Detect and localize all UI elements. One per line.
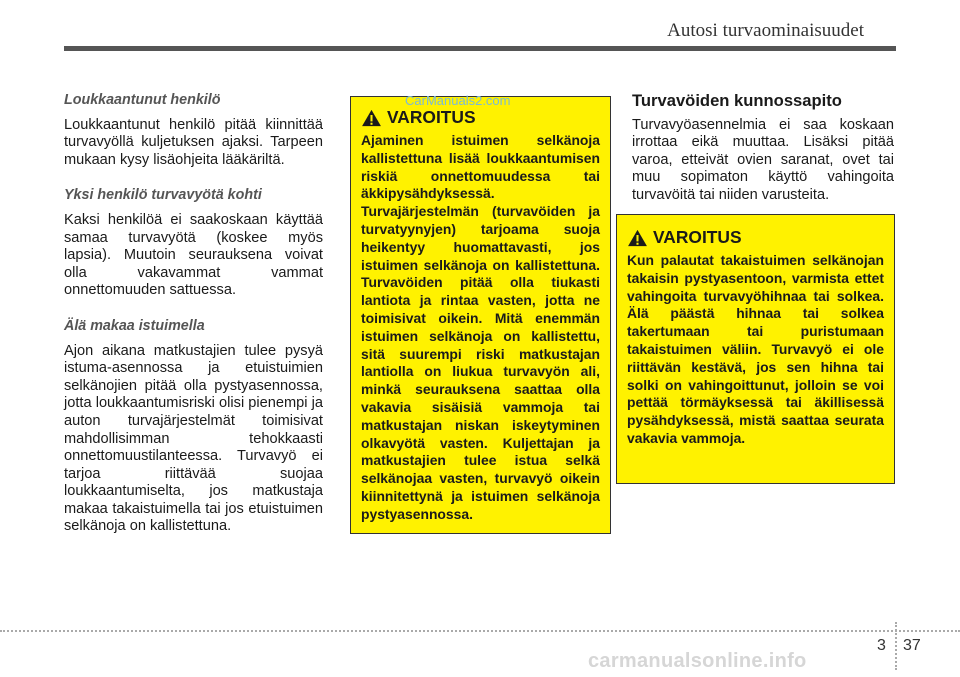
subhead-one-person: Yksi henkilö turvavyötä kohti <box>64 187 262 204</box>
site-watermark: carmanualsonline.info <box>588 650 807 672</box>
warning-text: Ajaminen istuimen selkänoja kallistettuna lisää loukkaantumisen riskiä onnettomuudessa tai äkkipysähdyksessä. Turvajärjestelmän (turvavöiden ja turvatyynyjen) tarjoama suoja heikentyy huomattavasti, jos istuimen selkänoja on kallistettuna. Turvavöiden pitää olla tiukasti lantiota ja rintaa vasten, jotta ne toimisivat oikein. Mitä enemmän istuimen selkänoja on kallistettu, sitä suurempi riski matkustajan lantiolla on liukua turvavyön ali, minkä seurauksena saattaa olla vakavia sisäisiä vammoja tai matkustajan niskan iskeytyminen olkavyötä vasten. Kuljettajan ja matkustajien tulee istua selkä selkänojaa vasten, turvavyö oikein kiinnitettynä ja istuimen selkänoja pystyasennossa. <box>361 132 600 522</box>
header-rule <box>64 46 896 51</box>
warning-triangle-icon <box>361 109 382 127</box>
warning-box-right <box>616 214 895 484</box>
page-number: 37 <box>903 637 921 654</box>
section-title-maintenance: Turvavöiden kunnossapito <box>632 91 842 110</box>
para-injured: Loukkaantunut henkilö pitää kiinnittää turvavyöllä kuljetuksen ajaksi. Tarpeen mukaan kysy lisäohjeita lääkäriltä. <box>64 116 323 168</box>
warning-header <box>361 107 600 128</box>
warning-box-center <box>350 96 611 534</box>
para-one-person: Kaksi henkilöä ei saakoskaan käyttää samaa turvavyötä (koskee myös lapsia). Muutoin seurauksena voivat olla vakavammat vammat onnettomuuden sattuessa. <box>64 211 323 299</box>
warning-title: VAROITUS <box>387 107 476 127</box>
running-header: Autosi turvaominaisuudet <box>667 20 864 41</box>
chapter-number: 3 <box>877 637 886 654</box>
para-lying: Ajon aikana matkustajien tulee pysyä istuma-asennossa ja etuistuimien selkänojien pitää olla pystyasennossa, jotta loukkaantumisriski olisi pienempi ja auton turvajärjestelmät toimisivat mahdollisimman tehokkaasti onnettomuustilanteessa. Turvavyö ei tarjoa riittävää suojaa loukkaantumiselta, jos matkustaja makaa takaistuimella tai jos etuistuimen selkänoja on kallistettuna. <box>64 342 323 535</box>
warning-text: Kun palautat takaistuimen selkänojan takaisin pystyasentoon, varmista ettet vahingoita turvavyöhihnaa tai solkea. Älä päästä hihnaa tai solkea takertumaan tai puristumaan takaistuimen väliin. Turvavyö ei ole riittävän kestävä, jos sen hihna tai solki on vahingoittunut, jolloin se voi pettää törmäyksessä tai äkillisessä pysähdyksessä, mistä saattaa seurata vakavia vammoja. <box>627 252 884 446</box>
warning-header <box>627 227 884 248</box>
page-number-separator <box>895 622 897 670</box>
para-maintenance: Turvavyöasennelmia ei saa koskaan irrottaa eikä muuttaa. Lisäksi pitää varoa, etteivät ovien saranat, ovet tai muu sopimaton käyttö vahingoita turvavöitä tai niiden varusteita. <box>632 116 894 203</box>
footer-divider <box>0 630 960 632</box>
warning-title: VAROITUS <box>653 227 742 247</box>
watermark: CarManuals2.com <box>405 93 511 108</box>
subhead-injured: Loukkaantunut henkilö <box>64 92 221 108</box>
warning-triangle-icon <box>627 229 648 247</box>
subhead-lying: Älä makaa istuimella <box>64 317 205 334</box>
left-column <box>64 92 323 554</box>
right-column <box>632 92 894 223</box>
